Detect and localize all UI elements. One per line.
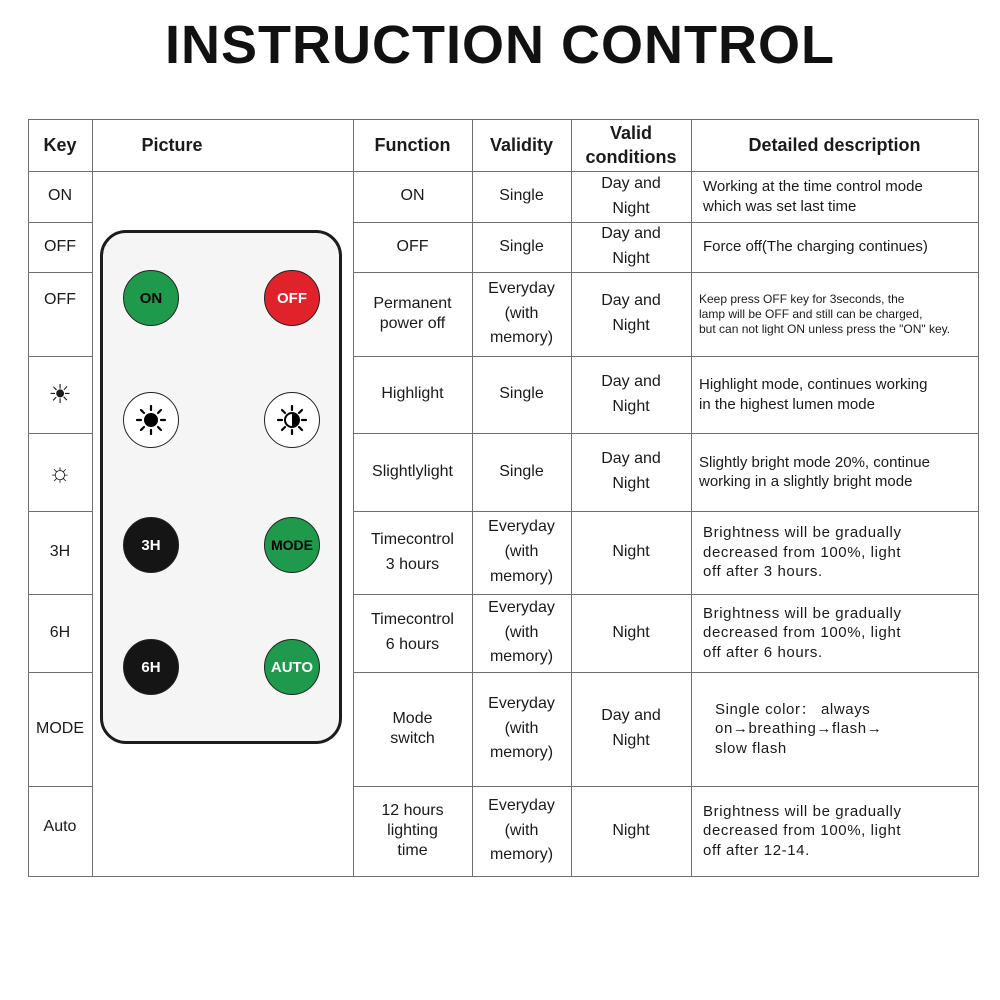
- remote-6h-button: 6H: [123, 639, 179, 695]
- row-off-function: OFF: [396, 237, 429, 255]
- row-slightly-function: Slightlylight: [372, 462, 453, 480]
- row-auto-validity: Everyday (with memory): [488, 796, 555, 864]
- row-slightly-validity: Single: [499, 462, 544, 480]
- remote-highlight-button: [123, 392, 179, 448]
- row-6h-key: 6H: [49, 623, 71, 641]
- row-3h-function: Timecontrol 3 hours: [371, 530, 454, 573]
- row-off-conditions: Day and Night: [601, 225, 661, 267]
- row-on-key: ON: [48, 187, 72, 205]
- row-slightly-description: Slightly bright mode 20%, continue working in a slightly bright mode: [699, 453, 930, 490]
- remote-off-button: OFF: [264, 270, 320, 326]
- row-off-key: OFF: [44, 237, 76, 255]
- row-auto-function: 12 hours lighting time: [381, 802, 444, 859]
- page-title: INSTRUCTION CONTROL: [165, 15, 835, 75]
- header-validity: Validity: [489, 134, 554, 155]
- header-detailed-description: Detailed description: [748, 134, 921, 155]
- row-auto-conditions: Night: [612, 821, 650, 839]
- row-highlight-description: Highlight mode, continues working in the highest lumen mode: [699, 376, 928, 413]
- remote-on-button: ON: [123, 270, 179, 326]
- remote-mode-button: MODE: [264, 517, 320, 573]
- row-off-permanent-validity: Everyday (with memory): [488, 279, 555, 347]
- row-on-conditions: Day and Night: [601, 174, 661, 217]
- row-mode-conditions: Day and Night: [601, 707, 661, 749]
- row-highlight-key-sun-icon: ☀: [48, 379, 72, 410]
- row-off-permanent-description: Keep press OFF key for 3seconds, the lamp will be OFF and still can be charged, but can not light ON unless press the "ON" key.: [699, 291, 951, 336]
- sun-half-icon: [275, 403, 309, 437]
- row-highlight-conditions: Day and Night: [601, 372, 661, 415]
- row-6h-description: Brightness will be gradually decreased from 100%, light off after 6 hours.: [703, 604, 902, 661]
- row-highlight-validity: Single: [499, 385, 544, 403]
- row-mode-key: MODE: [36, 719, 84, 737]
- row-on-description: Working at the time control mode which was set last time: [703, 178, 923, 215]
- header-function: Function: [374, 134, 451, 155]
- sun-full-icon: [134, 403, 168, 437]
- header-valid-conditions: Valid conditions: [585, 122, 677, 167]
- row-off-validity: Single: [499, 237, 544, 255]
- row-slightly-key-sun-icon: ☼: [48, 456, 72, 487]
- row-3h-validity: Everyday (with memory): [488, 518, 555, 585]
- row-6h-conditions: Night: [612, 623, 650, 641]
- row-highlight-function: Highlight: [381, 385, 444, 403]
- remote-auto-button: AUTO: [264, 639, 320, 695]
- row-6h-validity: Everyday (with memory): [488, 598, 555, 666]
- remote-slightly-button: [264, 392, 320, 448]
- row-mode-description: Single color： always on→breathing→flash→ slow flash: [715, 700, 883, 757]
- row-3h-conditions: Night: [612, 543, 650, 561]
- row-off-permanent-conditions: Day and Night: [601, 292, 661, 334]
- row-6h-function: Timecontrol 6 hours: [371, 611, 454, 653]
- remote-3h-button: 3H: [123, 517, 179, 573]
- header-key: Key: [43, 134, 77, 155]
- row-on-validity: Single: [499, 187, 544, 205]
- row-mode-validity: Everyday (with memory): [488, 694, 555, 762]
- row-3h-key: 3H: [49, 543, 71, 561]
- remote-control: [100, 230, 342, 744]
- row-auto-description: Brightness will be gradually decreased from 100%, light off after 12-14.: [703, 802, 902, 859]
- row-off-description: Force off(The charging continues): [703, 238, 928, 256]
- row-slightly-conditions: Day and Night: [601, 450, 661, 492]
- row-off-permanent-function: Permanent power off: [373, 295, 452, 332]
- row-mode-function: Mode switch: [390, 710, 435, 747]
- row-3h-description: Brightness will be gradually decreased from 100%, light off after 3 hours.: [703, 524, 902, 581]
- row-off-permanent-key: OFF: [44, 290, 76, 308]
- header-picture: Picture: [141, 134, 203, 155]
- row-auto-key: Auto: [43, 817, 77, 835]
- row-on-function: ON: [400, 187, 425, 205]
